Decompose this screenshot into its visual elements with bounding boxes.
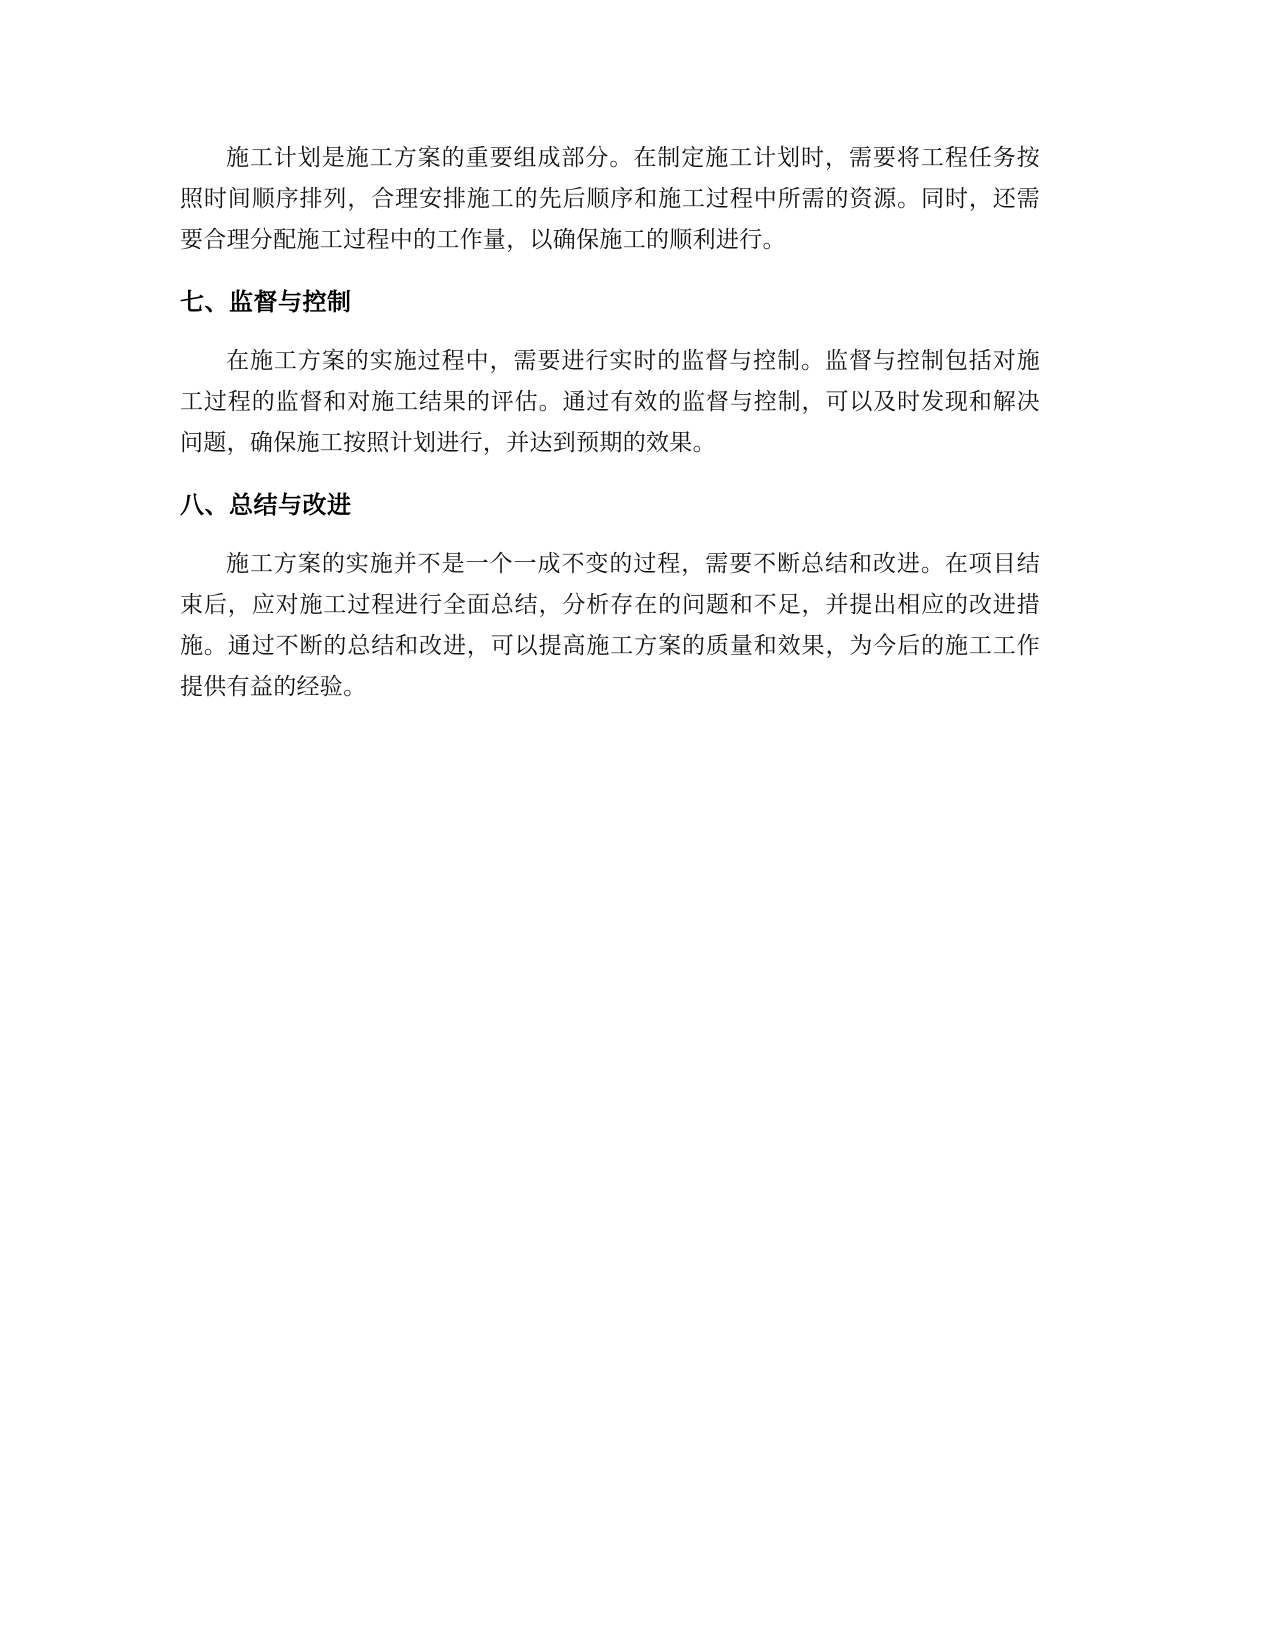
paragraph-supervision-control: 在施工方案的实施过程中，需要进行实时的监督与控制。监督与控制包括对施工过程的监督和对施工结果的评估。通过有效的监督与控制，可以及时发现和解决问题，确保施工按照计划进行，并达到预期的效果。: [180, 348, 1040, 456]
paragraph-construction-plan: 施工计划是施工方案的重要组成部分。在制定施工计划时，需要将工程任务按照时间顺序排列，合理安排施工的先后顺序和施工过程中所需的资源。同时，还需要合理分配施工过程中的工作量，以确保施工的顺利进行。: [180, 145, 1040, 253]
document-content: [180, 138, 1040, 708]
section-heading-summary-improvement: 八、总结与改进: [180, 491, 352, 519]
paragraph-summary-improvement: 施工方案的实施并不是一个一成不变的过程，需要不断总结和改进。在项目结束后，应对施工过程进行全面总结，分析存在的问题和不足，并提出相应的改进措施。通过不断的总结和改进，可以提高施工方案的质量和效果，为今后的施工工作提供有益的经验。: [180, 551, 1040, 700]
section-heading-supervision-control: 七、监督与控制: [180, 288, 352, 316]
